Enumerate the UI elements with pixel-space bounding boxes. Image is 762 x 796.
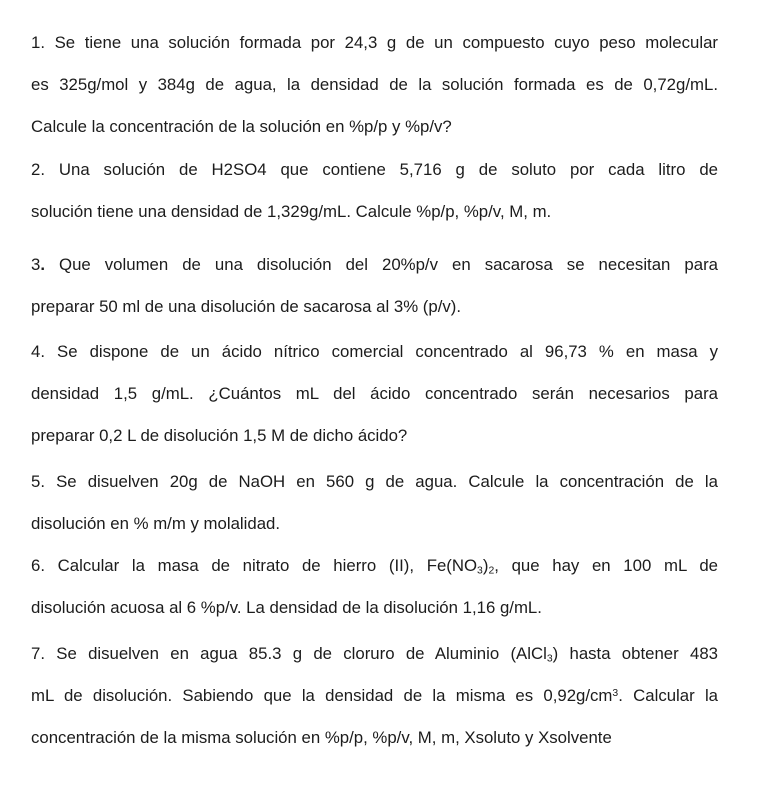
text-line [31,717,718,759]
text-segment: . Calcular la [618,686,719,705]
text-line [31,244,718,286]
text-line [31,191,718,233]
text-segment: 1. Se tiene una solución formada por 24,3 g de un compuesto cuyo peso molecular [31,33,718,52]
text-line [31,675,718,717]
text-segment: 3 [546,653,553,665]
text-segment: 3 [477,565,483,577]
text-segment: concentración de la misma solución en %p/p, %p/v, M, m, Xsoluto y Xsolvente [31,728,612,747]
text-line [31,633,718,675]
text-segment: 2 [488,565,495,577]
text-line [31,373,718,415]
text-segment: densidad 1,5 g/mL. ¿Cuántos mL del ácido concentrado serán necesarios para [31,384,718,403]
text-segment: 6. Calcular la masa de nitrato de hierro (II), Fe(NO [31,556,478,575]
text-segment: preparar 50 ml de una disolución de sacarosa al 3% (p/v). [31,297,462,316]
text-line [31,149,718,191]
text-line [31,415,718,457]
text-line [31,545,718,587]
text-segment: ) [482,556,489,575]
text-segment: 2. Una solución de H2SO4 que contiene 5,716 g de soluto por cada litro de [31,160,718,179]
problem-1 [31,22,718,148]
text-segment: preparar 0,2 L de disolución 1,5 M de dicho ácido? [31,426,408,445]
text-segment: mL de disolución. Sabiendo que la densidad de la misma es 0,92g/cm [31,686,613,705]
text-segment: es 325g/mol y 384g de agua, la densidad de la solución formada es de 0,72g/mL. [31,75,718,94]
problem-5 [31,461,718,545]
text-line [31,286,718,328]
text-segment: , que hay en 100 mL de [494,556,718,575]
text-segment: 7. Se disuelven en agua 85.3 g de cloruro de Aluminio (AlCl [31,644,547,663]
text-line [31,331,718,373]
text-segment: 4. Se dispone de un ácido nítrico comercial concentrado al 96,73 % en masa y [31,342,718,361]
problem-3 [31,244,718,328]
text-segment: 3 [612,687,619,699]
text-line [31,64,718,106]
text-segment: disolución en % m/m y molalidad. [31,514,281,533]
problem-4 [31,331,718,457]
problem-2 [31,149,718,233]
text-segment: disolución acuosa al 6 %p/v. La densidad de la disolución 1,16 g/mL. [31,598,542,617]
text-segment: 5. Se disuelven 20g de NaOH en 560 g de agua. Calcule la concentración de la [31,472,718,491]
text-line [31,106,718,148]
text-segment: 3 [31,255,41,274]
text-segment: solución tiene una densidad de 1,329g/mL. Calcule %p/p, %p/v, M, m. [31,202,552,221]
problem-7 [31,633,718,759]
text-segment: ) hasta obtener 483 [552,644,718,663]
problem-6 [31,545,718,629]
text-line [31,587,718,629]
text-segment: . [40,255,46,274]
text-line [31,22,718,64]
text-segment: Que volumen de una disolución del 20%p/v en sacarosa se necesitan para [45,255,718,274]
text-line [31,503,718,545]
text-line [31,461,718,503]
text-segment: Calcule la concentración de la solución en %p/p y %p/v? [31,117,452,136]
